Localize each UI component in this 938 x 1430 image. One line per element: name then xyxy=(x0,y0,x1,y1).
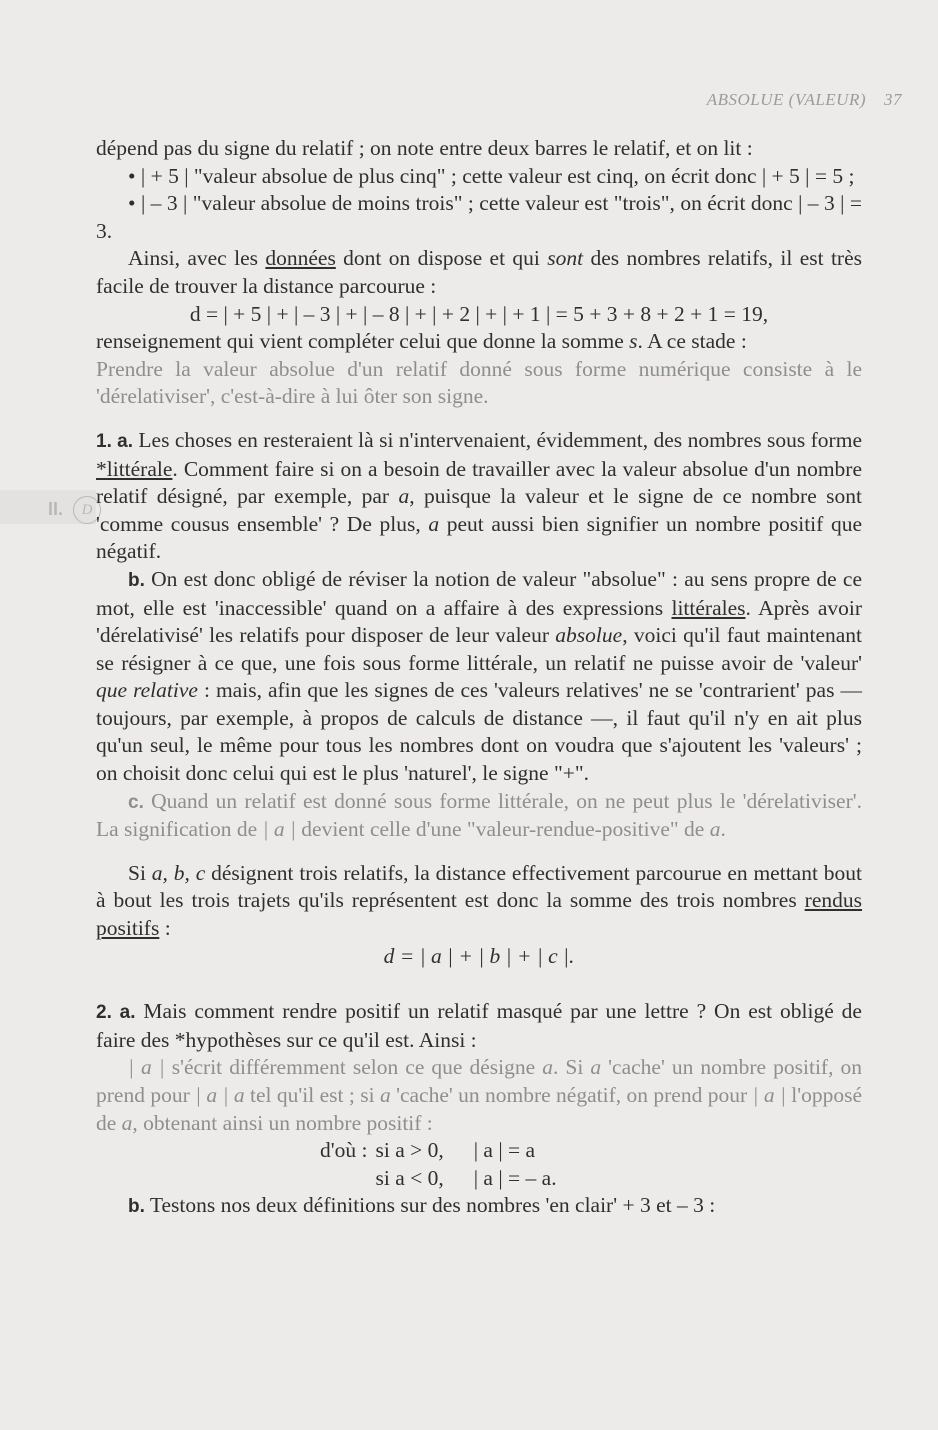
text-span: 'cache' un nombre positif, on prend pour xyxy=(96,1055,863,1107)
italic-term: a xyxy=(709,817,721,842)
italic-term: a, b, c xyxy=(151,860,206,885)
italic-term: a xyxy=(398,484,410,509)
text-span: On est donc obligé de réviser la notion de valeur "absolue" : au sens propre de ce mot, elle est 'inaccessible' quand on a affaire à des expressions xyxy=(96,566,862,620)
italic-term: | a | xyxy=(752,1083,786,1107)
text-span: dont on dispose et qui xyxy=(335,246,548,271)
spacer xyxy=(96,970,862,998)
text-span: : xyxy=(159,916,171,941)
text-span: Ainsi, avec les xyxy=(128,246,266,271)
italic-term: a xyxy=(121,1110,133,1135)
item-label: b. xyxy=(128,569,145,591)
page-body xyxy=(96,135,862,1221)
text-span: Quand un relatif est donné sous forme littérale, on ne peut plus le 'dérelativiser'. La signification de xyxy=(96,788,862,842)
italic-term: a xyxy=(428,511,440,536)
italic-term: | a | xyxy=(195,1083,229,1107)
text-span: désignent trois relatifs, la distance effectivement parcourue en mettant bout à bout les trois trajets qu'ils représentent est donc la somme des trois nombres xyxy=(96,860,862,913)
paragraph-2a xyxy=(96,998,862,1054)
case-condition: si a < 0, xyxy=(375,1165,444,1190)
case-lead-empty xyxy=(320,1165,375,1193)
underlined-term: rendus positifs xyxy=(96,888,862,941)
text-line: dépend pas du signe du relatif ; on note entre deux barres le relatif, et on lit : xyxy=(96,136,753,160)
text-span: Testons nos deux définitions sur des nombres 'en clair' + 3 et – 3 : xyxy=(144,1193,716,1218)
underlined-term: littérales xyxy=(671,595,746,620)
text-span: : mais, afin que les signes de ces 'valeurs relatives' ne se 'contrarient' pas — toujours, par exemple, à propos de calculs de distance —, il faut qu'il n'y en ait plus qu'un seul, le même pour tous les nombres dont on voudra que s'ajoutent les 'valeurs' ; on choisit donc celui qui est le plus 'naturel', le signe "+". xyxy=(96,678,862,786)
page-number: 37 xyxy=(884,90,902,109)
italic-term: a xyxy=(233,1083,245,1107)
italic-term: a xyxy=(590,1055,602,1080)
text-span: l'opposé de xyxy=(96,1083,863,1135)
formula-distance xyxy=(96,301,862,329)
definition-note: Prendre la valeur absolue d'un relatif donné sous forme numérique consiste à le 'dérelativiser', c'est-à-dire à lui ôter son signe. xyxy=(96,356,862,409)
difficulty-circle-icon: D xyxy=(73,496,101,524)
case-lead: d'où : xyxy=(320,1138,368,1163)
italic-term: absolue xyxy=(555,623,623,648)
case-result: | a | = – a. xyxy=(473,1165,557,1190)
italic-term: | a | xyxy=(128,1055,165,1080)
paragraph-1c xyxy=(96,788,862,844)
item-label: c. xyxy=(128,791,144,813)
italic-term: | a | xyxy=(262,817,296,842)
underlined-term: *littérale xyxy=(96,456,173,481)
formula-text: d = | a | + | b | + | c |. xyxy=(383,943,575,968)
formula-sum xyxy=(96,943,862,971)
text-span: renseignement qui vient compléter celui que donne la somme xyxy=(96,329,630,354)
case-condition: si a > 0, xyxy=(375,1138,444,1163)
spacer xyxy=(96,411,862,427)
text-span: tel qu'il est ; si xyxy=(244,1083,380,1107)
text-span: des nombres relatifs, il est très facile de trouver la distance parcourue : xyxy=(96,246,862,298)
paragraph-1b xyxy=(96,566,862,788)
section-marker xyxy=(48,496,101,524)
text-line: • | + 5 | "valeur absolue de plus cinq" ; cette valeur est cinq, on écrit donc | + 5 | = 5 ; xyxy=(128,163,855,188)
text-span: , obtenant ainsi un nombre positif : xyxy=(132,1110,433,1135)
spacer xyxy=(96,844,862,860)
text-span: . A ce stade : xyxy=(637,329,747,354)
italic-term: a xyxy=(379,1083,391,1107)
formula-text: d = | + 5 | + | – 3 | + | – 8 | + | + 2 | + | + 1 | = 5 + 3 + 8 + 2 + 1 = 19, xyxy=(189,301,769,326)
paragraph-1a xyxy=(96,427,862,566)
text-span: . Si xyxy=(552,1055,591,1080)
text-span: devient celle d'une "valeur-rendue-positive" de xyxy=(295,817,710,842)
text-span: . Comment faire si on a besoin de travailler avec la valeur absolue d'un nombre relatif désigné, par exemple, par xyxy=(96,456,862,509)
text-span: Si xyxy=(128,860,152,885)
text-span: . Après avoir 'dérelativisé' les relatifs pour disposer de leur valeur xyxy=(96,595,862,648)
paragraph-hypothesis xyxy=(96,1054,862,1137)
text-span: peut aussi bien signifier un nombre positif que négatif. xyxy=(96,511,862,564)
case-row xyxy=(320,1165,565,1193)
text-span: s'écrit différemment selon ce que désigne xyxy=(164,1055,543,1080)
item-label: 1. a. xyxy=(96,430,133,452)
underlined-term: données xyxy=(265,246,336,271)
text-span: 'cache' un nombre négatif, on prend pour xyxy=(390,1083,753,1107)
text-span: , puisque la valeur et le signe de ce nombre sont 'comme cousus ensemble' ? De plus, xyxy=(96,484,862,536)
paragraph-2b xyxy=(96,1192,862,1221)
text-line: • | – 3 | "valeur absolue de moins trois" ; cette valeur est "trois", on écrit donc | – 3 | = 3. xyxy=(96,191,862,243)
italic-term: sont xyxy=(547,246,584,271)
paragraph-sum xyxy=(96,860,862,943)
text-span: . xyxy=(720,817,726,842)
italic-term: s xyxy=(629,329,638,354)
text-paragraph xyxy=(96,245,862,300)
case-table xyxy=(320,1137,565,1192)
header-title: ABSOLUE (VALEUR) xyxy=(706,90,866,109)
italic-term: a xyxy=(542,1055,553,1080)
italic-term: que relative xyxy=(96,678,198,703)
case-row xyxy=(320,1137,565,1165)
case-result: | a | = a xyxy=(473,1138,536,1163)
running-header xyxy=(707,90,902,110)
text-span: Mais comment rendre positif un relatif masqué par une lettre ? On est obligé de faire des *hypothèses sur ce qu'il est. Ainsi : xyxy=(96,999,862,1052)
text-span: Les choses en resteraient là si n'intervenaient, évidemment, des nombres sous forme xyxy=(133,427,862,452)
text-span: , voici qu'il faut maintenant se résigner à ce que, une fois sous forme littérale, un relatif ne puisse avoir de 'valeur' xyxy=(96,623,863,675)
item-label: b. xyxy=(128,1196,145,1218)
section-number: II. xyxy=(48,498,64,519)
text-paragraph xyxy=(96,328,862,356)
item-label: 2. a. xyxy=(96,1002,136,1024)
